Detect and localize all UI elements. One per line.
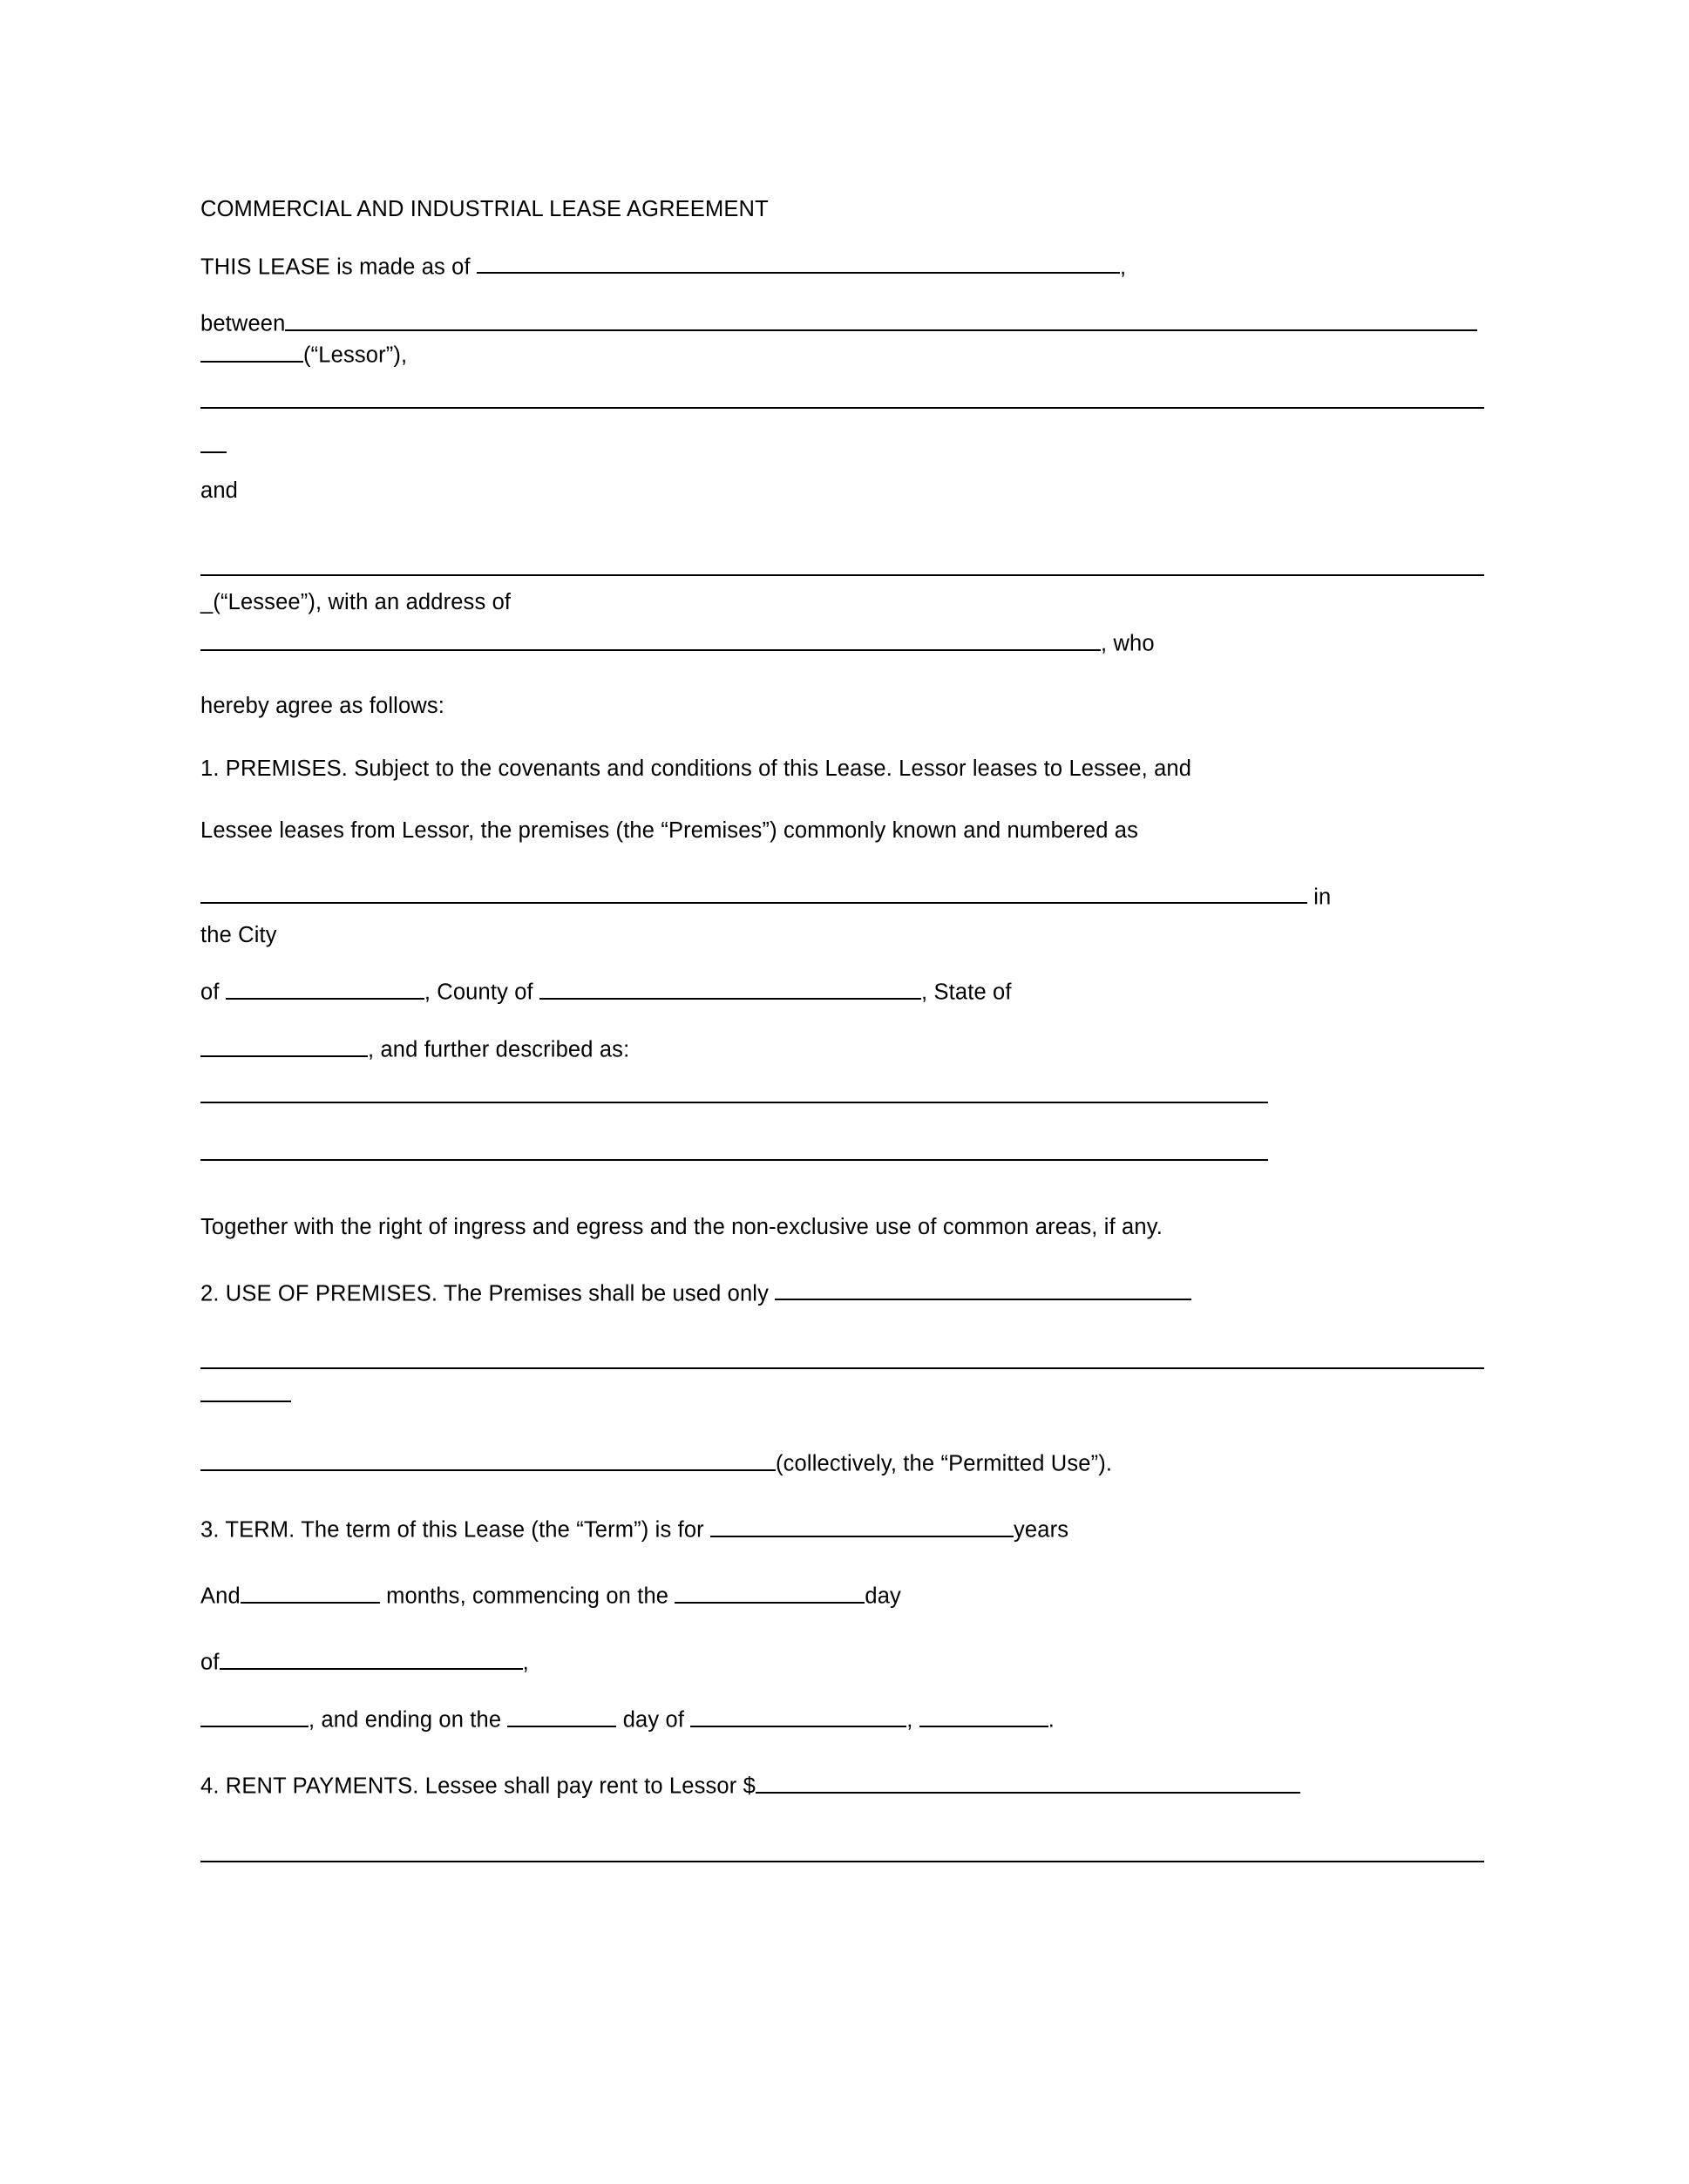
spacer	[200, 367, 1490, 407]
lessor-label-line	[200, 341, 1490, 367]
spacer	[200, 1004, 1490, 1035]
spacer	[200, 1103, 1490, 1143]
term-ending-month-blank[interactable]	[690, 1706, 906, 1726]
further-described-label: , and further described as:	[368, 1037, 630, 1062]
premises-address-blank[interactable]	[200, 883, 1307, 904]
term-ending-year-blank[interactable]	[919, 1706, 1048, 1726]
dash-line	[200, 431, 1490, 458]
term-and-label: And	[200, 1584, 241, 1609]
who-label: , who	[1101, 631, 1155, 656]
spacer	[200, 221, 1490, 253]
lessee-name-blank[interactable]	[200, 574, 1484, 576]
spacer	[200, 909, 1490, 925]
state-of-label: , State of	[921, 980, 1012, 1005]
permitted-use-blank-3[interactable]	[200, 1401, 291, 1402]
lessee-label-line: _(“Lessee”), with an address of	[200, 589, 512, 614]
lessor-name-blank-cont[interactable]	[200, 341, 303, 362]
term-clause-line	[200, 1516, 1490, 1542]
premises-in-label: in	[1307, 885, 1332, 910]
term-months-label: months, commencing on the	[379, 1584, 675, 1609]
spacer	[200, 843, 1490, 883]
lease-date-label: THIS LEASE is made as of	[200, 254, 477, 279]
lessee-address-line	[200, 629, 1490, 655]
term-ending-day-of-label: day of	[616, 1707, 691, 1733]
spacer	[200, 409, 1490, 431]
term-label: 3. TERM. The term of this Lease (the “Term”) is for	[200, 1517, 711, 1543]
lease-date-blank[interactable]	[477, 253, 1120, 274]
permitted-use-blank-1[interactable]	[775, 1279, 1191, 1300]
permitted-use-blank-4[interactable]	[200, 1449, 776, 1470]
premises-description-blank-2[interactable]	[200, 1159, 1268, 1161]
spacer	[200, 1369, 1490, 1401]
city-blank[interactable]	[226, 978, 424, 999]
premises-clause-line-1: 1. PREMISES. Subject to the covenants and conditions of this Lease. Lessor leases to Lessee, and	[200, 756, 1192, 781]
term-of-label: of	[200, 1650, 220, 1675]
document-title: COMMERCIAL AND INDUSTRIAL LEASE AGREEMENT	[200, 197, 769, 221]
lessor-address-blank-cont[interactable]	[200, 431, 227, 452]
of-label: of	[200, 980, 226, 1005]
spacer	[200, 1402, 1490, 1434]
spacer	[200, 1608, 1490, 1648]
spacer	[200, 1475, 1490, 1516]
permitted-use-line	[200, 1449, 1490, 1475]
use-of-premises-clause-line	[200, 1279, 1490, 1306]
between-label: between	[200, 311, 286, 336]
term-commence-year-blank[interactable]	[200, 1706, 309, 1726]
spacer	[200, 1674, 1490, 1706]
spacer	[200, 503, 1490, 543]
term-commence-month-line	[200, 1648, 1490, 1674]
spacer	[200, 278, 1490, 309]
lessor-address-blank[interactable]	[200, 407, 1484, 409]
term-years-blank[interactable]	[710, 1516, 1014, 1536]
term-months-line	[200, 1582, 1490, 1608]
spacer	[200, 718, 1490, 758]
spacer	[200, 1838, 1490, 1861]
rent-payments-clause-line	[200, 1772, 1490, 1798]
and-line: and	[200, 478, 238, 504]
lease-date-comma: ,	[1119, 254, 1127, 279]
spacer	[200, 1061, 1490, 1102]
state-blank-line	[200, 1035, 1490, 1061]
spacer	[200, 1542, 1490, 1582]
premises-address-line	[200, 883, 1490, 909]
county-of-label: , County of	[424, 980, 540, 1005]
spacer	[200, 458, 1490, 480]
spacer	[200, 1798, 1490, 1838]
lease-document-body	[200, 199, 1490, 1862]
premises-description-blank-1[interactable]	[200, 1102, 1268, 1103]
permitted-use-label: (collectively, the “Permitted Use”).	[776, 1451, 1113, 1476]
spacer	[200, 1143, 1490, 1159]
term-commence-day-blank[interactable]	[675, 1582, 865, 1603]
term-ending-day-blank[interactable]	[507, 1706, 616, 1726]
lessee-address-blank[interactable]	[200, 629, 1101, 650]
between-line	[200, 309, 1490, 336]
permitted-use-blank-2[interactable]	[200, 1367, 1484, 1369]
state-blank[interactable]	[200, 1035, 368, 1056]
spacer	[200, 614, 1490, 629]
county-blank[interactable]	[539, 978, 921, 999]
term-years-label: years	[1014, 1517, 1069, 1543]
term-months-blank[interactable]	[241, 1582, 380, 1603]
term-ending-label: , and ending on the	[309, 1707, 508, 1733]
spacer	[200, 1732, 1490, 1772]
spacer	[200, 780, 1490, 820]
term-commence-month-blank[interactable]	[220, 1648, 523, 1669]
term-ending-period: .	[1048, 1707, 1055, 1733]
premises-clause-line-2: Lessee leases from Lessor, the premises (the “Premises”) commonly known and numbered as	[200, 818, 1139, 844]
spacer	[200, 1345, 1490, 1367]
spacer	[200, 1161, 1490, 1201]
lessor-name-blank[interactable]	[285, 309, 1477, 330]
city-county-state-line	[200, 978, 1490, 1004]
hereby-agree-line: hereby agree as follows:	[200, 694, 445, 719]
spacer	[200, 655, 1490, 695]
term-of-comma: ,	[522, 1650, 529, 1675]
term-ending-comma: ,	[906, 1707, 919, 1733]
term-ending-line	[200, 1706, 1490, 1732]
spacer	[200, 1434, 1490, 1449]
together-with-line: Together with the right of ingress and egress and the non-exclusive use of common areas, if any.	[200, 1215, 1163, 1239]
spacer	[200, 1305, 1490, 1345]
spacer	[200, 1239, 1490, 1279]
use-of-premises-label: 2. USE OF PREMISES. The Premises shall be used only	[200, 1280, 776, 1306]
the-city-line: the City	[200, 922, 277, 947]
spacer	[200, 543, 1490, 574]
rent-payments-blank-2[interactable]	[200, 1861, 1484, 1862]
rent-payments-label: 4. RENT PAYMENTS. Lessee shall pay rent to Lessor $	[200, 1774, 756, 1799]
lessor-label: (“Lessor”),	[303, 343, 408, 368]
rent-amount-blank[interactable]	[756, 1772, 1300, 1793]
lease-date-line	[200, 253, 1490, 279]
term-day-label: day	[865, 1584, 901, 1609]
spacer	[200, 946, 1490, 978]
